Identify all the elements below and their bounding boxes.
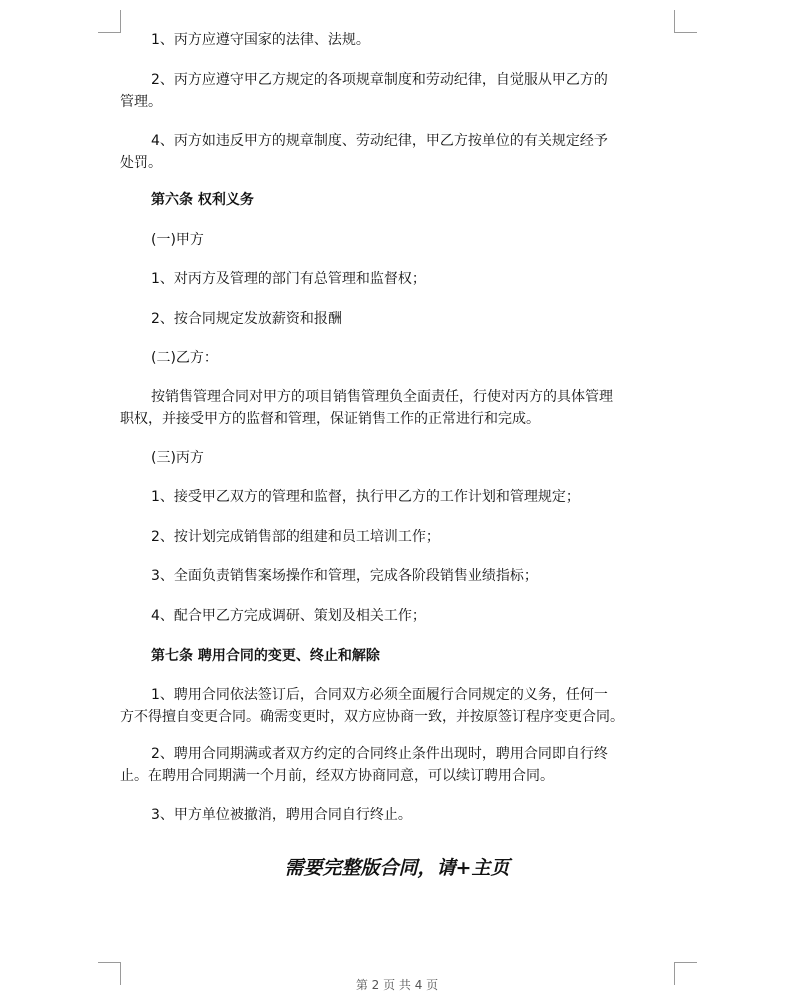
text-line: 4、丙方如违反甲方的规章制度、劳动纪律，甲乙方按单位的有关规定经予	[151, 133, 608, 149]
paragraph-6	[120, 308, 707, 330]
text-line: (三)丙方	[151, 450, 204, 466]
paragraph-13	[120, 605, 707, 627]
paragraph-party-b	[120, 347, 707, 369]
text-line: 2、按计划完成销售部的组建和员工培训工作；	[151, 529, 440, 545]
text-line: (二)乙方：	[151, 350, 218, 366]
paragraph-8	[120, 386, 676, 430]
text-line: 方不得擅自变更合同。确需变更时，双方应协商一致，并按原签订程序变更合同。	[120, 709, 624, 725]
text-line: 止。在聘用合同期满一个月前，经双方协商同意，可以续订聘用合同。	[120, 768, 554, 784]
text-line: 2、聘用合同期满或者双方约定的合同终止条件出现时，聘用合同即自行终	[151, 746, 608, 762]
paragraph-12	[120, 565, 707, 587]
text-line: (一)甲方	[151, 232, 204, 248]
page-number-footer: 第 2 页 共 4 页	[355, 978, 439, 992]
paragraph-10	[120, 486, 707, 508]
paragraph-15	[120, 684, 676, 728]
section-heading-6	[120, 189, 707, 211]
paragraph-1	[120, 29, 707, 51]
paragraph-2	[120, 69, 676, 113]
promo-banner-text: 需要完整版合同，请+主页	[284, 857, 510, 879]
paragraph-11	[120, 526, 707, 548]
crop-mark-top-left	[98, 10, 121, 33]
text-line: 2、丙方应遵守甲乙方规定的各项规章制度和劳动纪律，自觉服从甲乙方的	[151, 72, 608, 88]
text-line: 4、配合甲乙方完成调研、策划及相关工作；	[151, 608, 426, 624]
text-line: 1、丙方应遵守国家的法律、法规。	[151, 32, 370, 48]
paragraph-party-a	[120, 229, 707, 251]
paragraph-party-c	[120, 447, 707, 469]
paragraph-3	[120, 130, 676, 174]
text-line: 处罚。	[120, 155, 162, 171]
text-line: 1、对丙方及管理的部门有总管理和监督权；	[151, 271, 426, 287]
text-line: 职权，并接受甲方的监督和管理，保证销售工作的正常进行和完成。	[120, 411, 540, 427]
paragraph-16	[120, 743, 676, 787]
heading-text: 第六条 权利义务	[151, 192, 254, 208]
paragraph-17	[120, 804, 707, 826]
text-line: 3、全面负责销售案场操作和管理，完成各阶段销售业绩指标；	[151, 568, 538, 584]
section-heading-7	[120, 645, 707, 667]
paragraph-5	[120, 268, 707, 290]
heading-text: 第七条 聘用合同的变更、终止和解除	[151, 648, 380, 664]
text-line: 1、聘用合同依法签订后，合同双方必须全面履行合同规定的义务，任何一	[151, 687, 608, 703]
text-line: 管理。	[120, 94, 162, 110]
text-line: 1、接受甲乙双方的管理和监督，执行甲乙方的工作计划和管理规定；	[151, 489, 580, 505]
text-line: 按销售管理合同对甲方的项目销售管理负全面责任，行使对丙方的具体管理	[151, 389, 613, 405]
text-line: 3、甲方单位被撤消，聘用合同自行终止。	[151, 807, 412, 823]
text-line: 2、按合同规定发放薪资和报酬	[151, 311, 342, 327]
